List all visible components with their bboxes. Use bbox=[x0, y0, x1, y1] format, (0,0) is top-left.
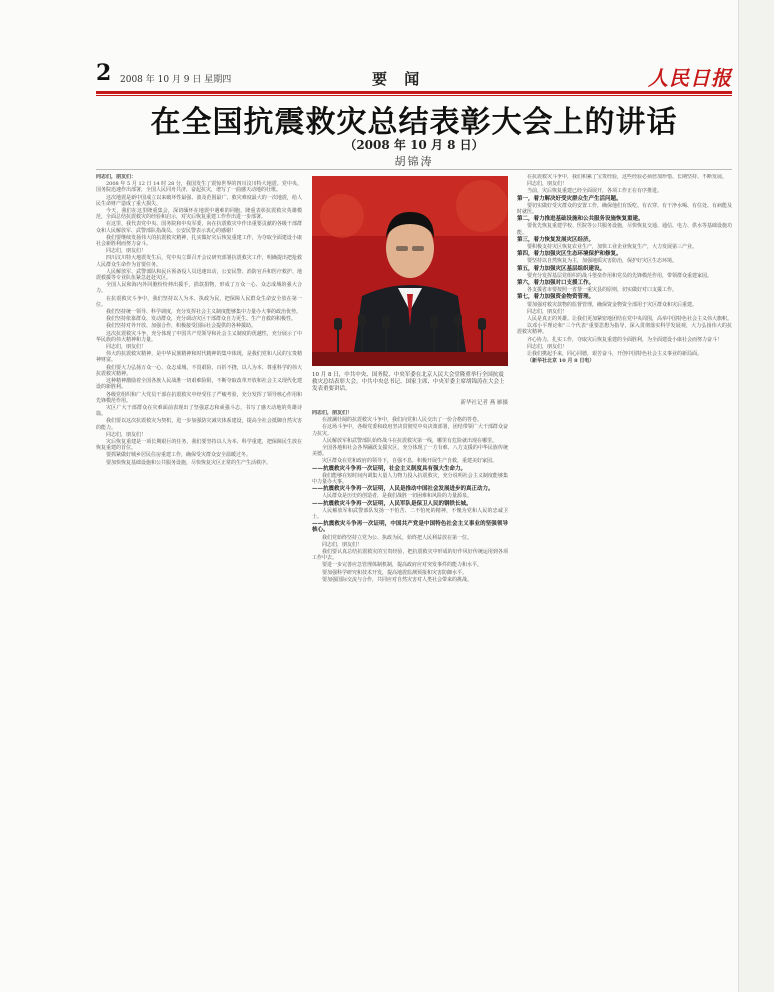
article-paragraph: 同志们，朋友们！ bbox=[527, 181, 568, 188]
section-subheading: 第一，着力解决好受灾群众生产生活问题。 bbox=[517, 195, 622, 202]
article-paragraph: 要积极支持灾区恢复农业生产，加快工业企业恢复生产，大力发展第三产业。 bbox=[527, 244, 698, 251]
article-paragraph: 同志们，朋友们！ bbox=[322, 541, 363, 548]
article-paragraph: 我们要以这次抗震救灾为契机，进一步加强防灾减灾体系建设，提高全社会抵御自然灾害的能力。 bbox=[96, 418, 302, 431]
speech-date: （2008 年 10 月 8 日） bbox=[344, 138, 484, 152]
article-paragraph: 要充分发挥基层党组织的战斗堡垒作用和党员的先锋模范作用，带领群众重建家园。 bbox=[527, 272, 713, 279]
article-paragraph: 在抗震救灾斗争中，我们积累了宝贵经验，这些经验必须倍加珍惜、长期坚持、不断发展。 bbox=[527, 174, 728, 180]
article-paragraph: 灾后恢复重建是一项长期艰巨的任务，我们要坚持以人为本、科学重建，把保障民生放在恢复重建的首位。 bbox=[96, 438, 302, 452]
masthead-rule bbox=[96, 91, 732, 94]
speaker-photo-illustration bbox=[312, 176, 508, 366]
article-paragraph: 我们坚持依靠群众、发动群众，充分调动灾区干部群众自力更生、生产自救的积极性。 bbox=[106, 316, 297, 323]
article-paragraph: 人民群众是历史的创造者，是我们战胜一切困难和风险的力量源泉。 bbox=[322, 493, 473, 500]
article-paragraph: 要抓紧做好城乡居民住房重建工作，确保受灾群众安全温暖过冬。 bbox=[106, 452, 252, 459]
article-paragraph: 要加强科学研究和技术开发，提高地震监测预报和灾害防御水平。 bbox=[322, 569, 468, 576]
article-column-3 bbox=[517, 174, 732, 978]
masthead bbox=[96, 60, 732, 90]
headline: 在全国抗震救灾总结表彰大会上的讲话 bbox=[150, 105, 678, 140]
article-paragraph: 我们要继续发扬伟大的抗震救灾精神，扎实做好灾后恢复重建工作，为夺取全面建设小康社会新胜利而努力奋斗。 bbox=[96, 234, 302, 248]
article-paragraph: 全国人民和海内外同胞纷纷伸出援手，捐款捐物，形成了万众一心、众志成城的强大合力。 bbox=[96, 282, 302, 295]
article-paragraph: 这次地震是新中国成立以来破坏性最强、波及范围最广、救灾难度最大的一次地震，给人民生命财产造成了重大损失。 bbox=[96, 194, 302, 207]
page-edge bbox=[738, 0, 774, 992]
signoff: （新华社北京 10 月 8 日电） bbox=[527, 358, 595, 365]
article-paragraph: 我们能够在短时间内调集大量人力物力投入抗震救灾，充分说明社会主义制度能够集中力量办大事。 bbox=[312, 472, 508, 486]
page-number: 2 bbox=[96, 60, 112, 86]
article-paragraph: 同志们，朋友们！ bbox=[527, 308, 568, 315]
section-subheading: 第六，着力加强对口支援工作。 bbox=[517, 280, 595, 287]
issue-date: 2008 年 10 月 9 日 星期四 bbox=[120, 75, 232, 85]
headline-divider bbox=[96, 169, 732, 170]
article-paragraph: 在这里，我代表党中央、国务院和中央军委，向在抗震救灾中作出重要贡献的各级干部群众和人民解放军、武警部队指战员、公安民警表示衷心的感谢！ bbox=[96, 221, 302, 234]
article-paragraph: 我们要认真总结抗震救灾的宝贵经验，把抗震救灾中形成的好作风好传统运用到各项工作中去。 bbox=[312, 549, 508, 562]
article-paragraph: 齐心协力，扎实工作，夺取灾后恢复重建的全面胜利，为全面建设小康社会而努力奋斗！ bbox=[527, 336, 723, 343]
section-subheading: ——抗震救灾斗争再一次证明，人民是推动中国社会发展进步的真正动力。 bbox=[312, 486, 494, 493]
article-paragraph: 伟大的抗震救灾精神，是中华民族精神和时代精神的集中体现，是我们党和人民的宝贵精神财富。 bbox=[96, 351, 302, 364]
article-paragraph: 让我们携起手来，同心同德，艰苦奋斗，开创中国特色社会主义事业的新局面。 bbox=[527, 351, 703, 358]
article-paragraph: 要加强对救灾款物的监督管理，确保资金物资全部用于灾区群众和灾后重建。 bbox=[527, 301, 698, 308]
article-paragraph: 要坚持以自然恢复为主，加强地质灾害防治，保护好灾区生态环境。 bbox=[527, 258, 678, 265]
article-paragraph: 我们要大力弘扬万众一心、众志成城，不畏艰险、百折不挠，以人为本、尊重科学的伟大抗震救灾精神。 bbox=[96, 364, 302, 377]
section-subheading: 第三，着力恢复发展灾区经济。 bbox=[517, 236, 595, 243]
article-paragraph: 同志们，朋友们！ bbox=[106, 431, 147, 438]
article-paragraph: 要加强国际交流与合作，共同应对自然灾害对人类社会带来的挑战。 bbox=[322, 576, 473, 583]
article-paragraph: 人民解放军和武警部队始终战斗在抗震救灾第一线，哪里有危险就出现在哪里。 bbox=[322, 437, 498, 444]
section-subheading: ——抗震救灾斗争再一次证明，中国共产党是中国特色社会主义事业的坚强领导核心。 bbox=[312, 521, 508, 534]
article-column-2 bbox=[312, 410, 508, 978]
article-paragraph: 全国各地和社会各界踊跃支援灾区，充分体现了一方有难、八方支援的中华民族传统美德。 bbox=[312, 445, 508, 458]
speaker-photo bbox=[312, 176, 508, 366]
article-paragraph: 以邓小平理论和“三个代表”重要思想为指导，深入贯彻落实科学发展观，大力弘扬伟大的抗震救灾精神。 bbox=[517, 323, 732, 336]
section-subheading: ——抗震救灾斗争再一次证明，社会主义制度具有强大生命力。 bbox=[312, 465, 467, 472]
article-paragraph: 在这场斗争中，各级党委和政府坚决贯彻党中央决策部署，团结带领广大干部群众奋力抗灾。 bbox=[312, 424, 508, 437]
section-name: 要 闻 bbox=[372, 70, 426, 88]
article-paragraph: 2008 年 5 月 12 日 14 时 28 分，我国发生了震惊世界的四川汶川特大地震。党中央、国务院迅速作出部署，全国人民同舟共济，奋起抗灾，谱写了一曲感天动地的壮歌。 bbox=[96, 181, 302, 194]
article-paragraph: 我们坚持对外开放、加强合作，积极接受国际社会提供的各种援助。 bbox=[106, 323, 257, 330]
section-subheading: 第二，着力推进基础设施和公共服务设施恢复重建。 bbox=[517, 216, 644, 223]
article-paragraph: 人民解放军和武警部队发扬一不怕苦、二不怕死的精神，不愧为党和人民的忠诚卫士。 bbox=[312, 507, 508, 521]
article-paragraph: 我们坚持统一领导、科学调度，充分发挥社会主义制度能够集中力量办大事的政治优势。 bbox=[106, 309, 302, 316]
article-paragraph: 我们党始终坚持立党为公、执政为民，始终把人民利益放在第一位。 bbox=[322, 534, 473, 541]
article-paragraph: 这次抗震救灾斗争，充分体现了中国共产党领导和社会主义制度的优越性，充分展示了中华民族的伟大精神和力量。 bbox=[96, 330, 302, 343]
article-paragraph: 同志们，朋友们： bbox=[96, 174, 137, 180]
article-paragraph: 要加快恢复基础设施和公共服务设施，尽快恢复灾区正常的生产生活秩序。 bbox=[106, 459, 272, 466]
article-paragraph: 当前，灾后恢复重建已经全面展开，各项工作正在有序推进。 bbox=[527, 188, 663, 195]
article-paragraph: 灾区广大干部群众在灾难面前表现出了坚强意志和顽强斗志，书写了感天动地的英雄诗篇。 bbox=[96, 404, 302, 418]
section-subheading: ——抗震救灾斗争再一次证明，人民军队是保卫人民的钢铁长城。 bbox=[312, 500, 472, 507]
article-paragraph: 四川汶川特大地震发生后，党中央立即召开会议研究部署抗震救灾工作，明确提出把抢救人民群众生命作为首要任务。 bbox=[96, 255, 302, 268]
article-paragraph: 同志们，朋友们！ bbox=[106, 248, 147, 255]
article-paragraph: 要进一步完善应急管理体制机制，提高政府应对突发事件的能力和水平。 bbox=[322, 562, 483, 569]
article-paragraph: 同志们，朋友们！ bbox=[527, 343, 568, 350]
author: 胡锦涛 bbox=[394, 155, 434, 168]
photo-credit: 新华社记者 燕 雁摄 bbox=[460, 400, 508, 406]
article-paragraph: 灾区群众在党和政府的领导下，自强不息，积极开展生产自救，重建美好家园。 bbox=[322, 458, 498, 465]
article-paragraph: 在抗震救灾斗争中，我们坚持以人为本、执政为民，把保障人民群众生命安全放在第一位。 bbox=[96, 295, 302, 308]
article-paragraph: 要切实做好受灾群众的安置工作，确保他们有饭吃、有衣穿、有干净水喝、有住处、有病能及时就医。 bbox=[517, 202, 732, 216]
article-paragraph: 各支援省市要按照一省帮一重灾县的原则，切实做好对口支援工作。 bbox=[527, 287, 678, 294]
article-paragraph: 人民解放军、武警部队和民兵预备役人员迅速出动，公安民警、消防官兵和医疗救护、地震救援等专业队伍紧急赶赴灾区。 bbox=[96, 268, 302, 282]
section-subheading: 第四，着力加强灾区生态环境保护和修复。 bbox=[517, 251, 622, 258]
photo-caption: 10 月 8 日，中共中央、国务院、中央军委在北京人民大会堂隆重举行全国抗震救灾总结表彰大会。中共中央总书记、国家主席、中央军委主席胡锦涛在大会上发表重要讲话。 bbox=[312, 372, 505, 392]
article-column-1 bbox=[96, 174, 302, 978]
article-paragraph: 今天，我们在这里隆重集会，深切缅怀在地震中遇难的同胞，隆重表彰抗震救灾英雄模范，全面总结抗震救灾的经验和启示，对灾后恢复重建工作作出进一步部署。 bbox=[96, 208, 302, 221]
article-paragraph: 人民是真正的英雄。让我们更加紧密地团结在党中央周围，高举中国特色社会主义伟大旗帜。 bbox=[527, 316, 732, 323]
article-paragraph: 这种精神激励着全国各族人民战胜一切艰难险阻，不断夺取改革开放和社会主义现代化建设的新胜利。 bbox=[96, 378, 302, 391]
article-paragraph: 同志们，朋友们！ bbox=[312, 410, 353, 416]
masthead-rule-thin bbox=[96, 95, 732, 96]
article-paragraph: 各级党组织和广大党员干部在抗震救灾中经受住了严峻考验，充分发挥了领导核心作用和先锋模范作用。 bbox=[96, 391, 302, 404]
paper-logo: 人民日报 bbox=[648, 66, 732, 90]
article-paragraph: 同志们，朋友们！ bbox=[106, 344, 147, 351]
section-subheading: 第五，着力加强灾区基层组织建设。 bbox=[517, 265, 606, 272]
article-paragraph: 在波澜壮阔的抗震救灾斗争中，我们向党和人民交出了一份合格的答卷。 bbox=[322, 417, 483, 424]
article-paragraph: 要优先恢复重建学校、医院等公共服务设施，尽快恢复交通、通信、电力、供水等基础设施功能。 bbox=[517, 223, 732, 236]
section-subheading: 第七，着力加强资金物资管理。 bbox=[517, 294, 595, 301]
